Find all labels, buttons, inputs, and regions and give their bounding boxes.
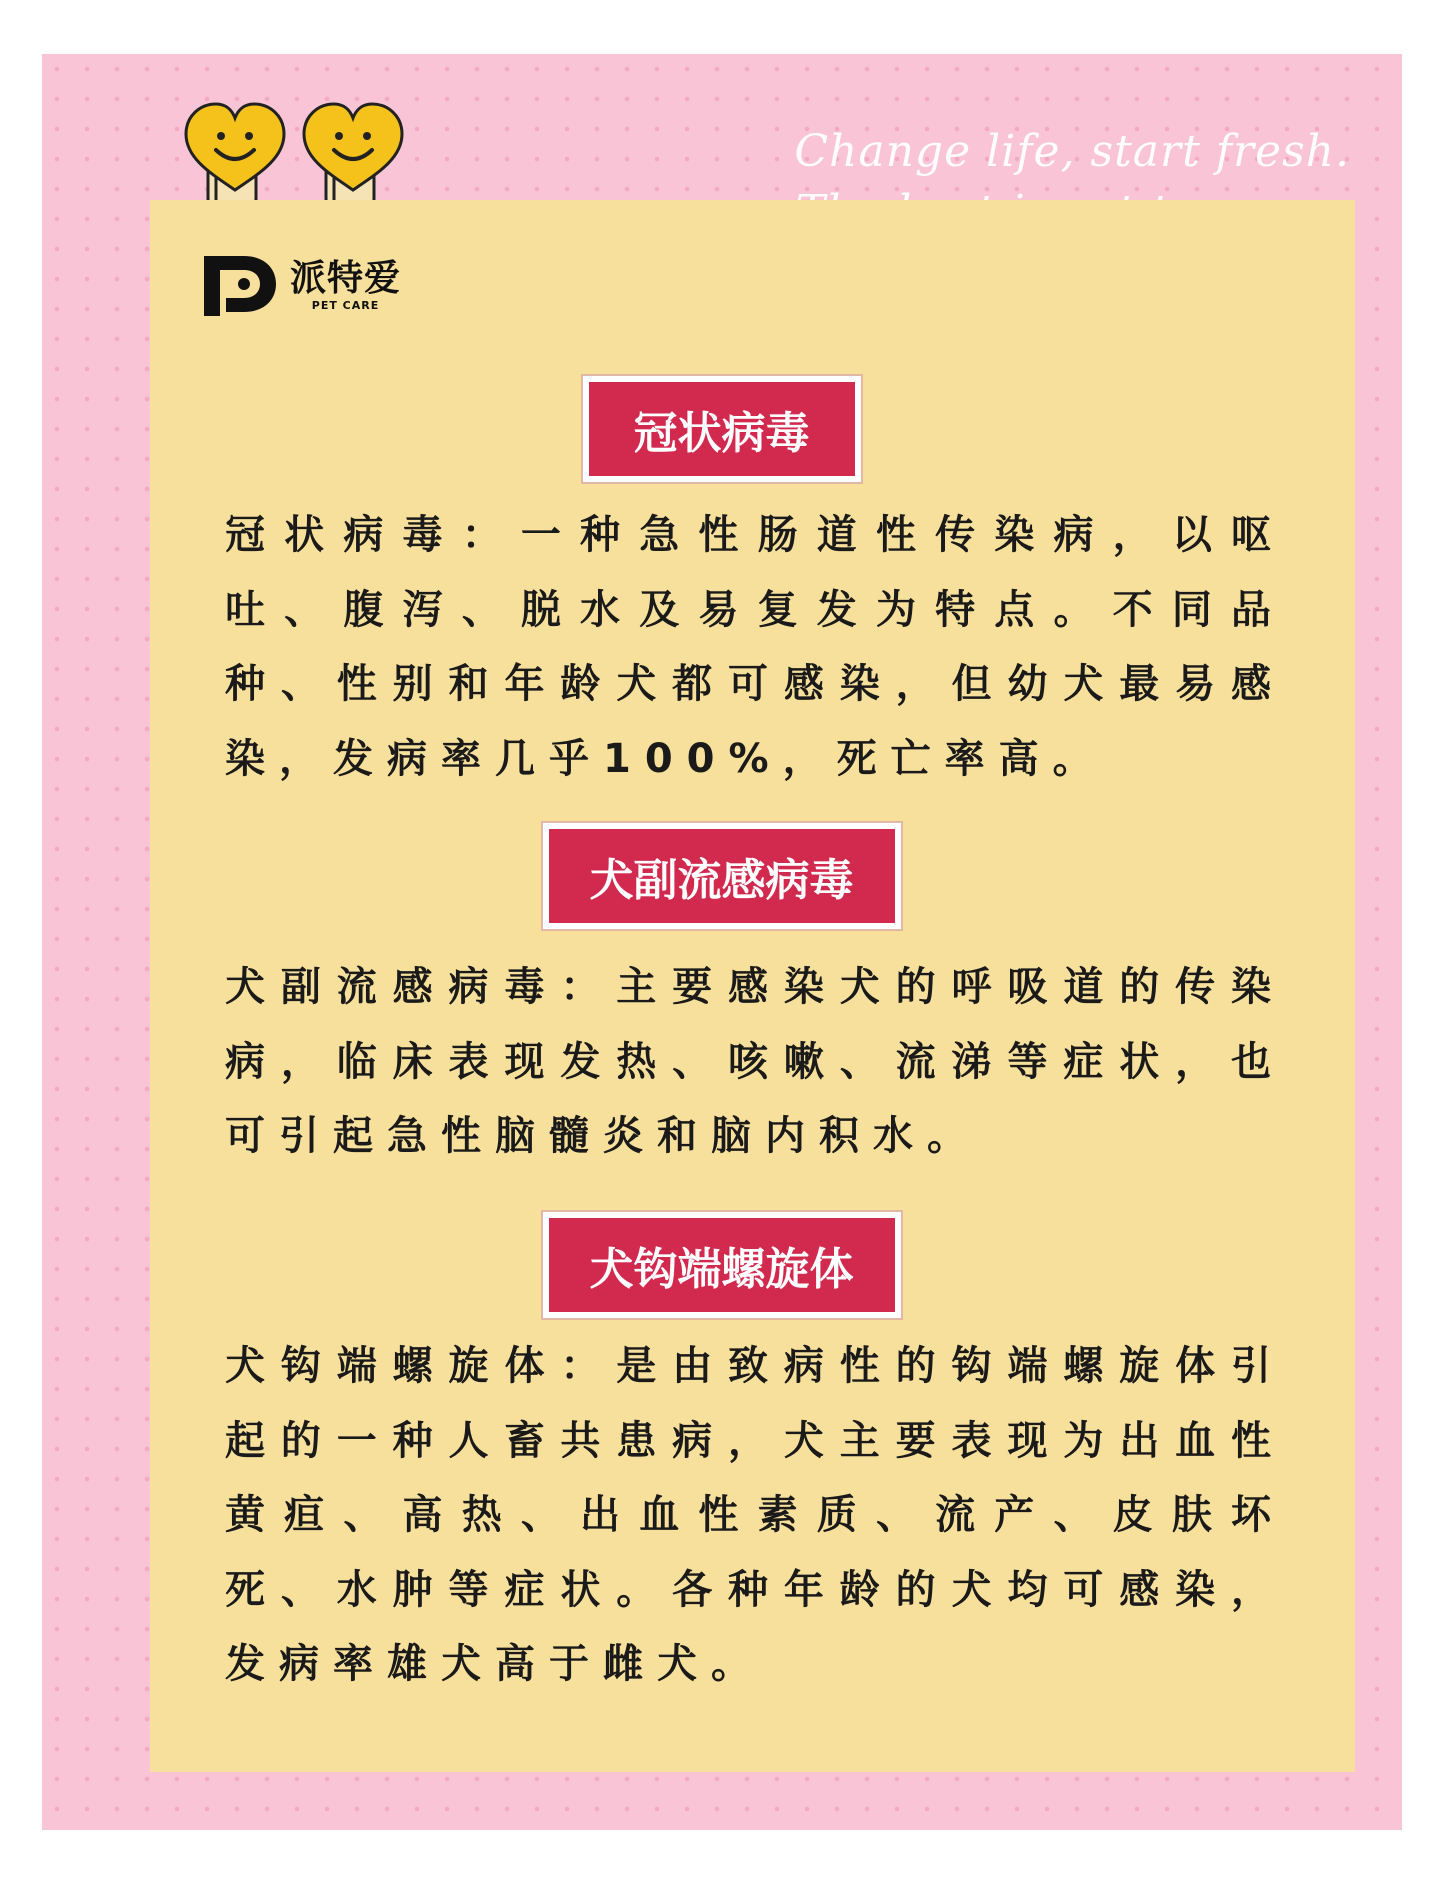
tagline-line-1: Change life, start fresh. — [794, 126, 1350, 177]
section-body: 冠状病毒：一种急性肠道性传染病，以呕吐、腹泻、脱水及易复发为特点。不同品种、性别和年龄犬都可感染，但幼犬最易感染，发病率几乎100%，死亡率高。 — [225, 512, 1285, 782]
section-title-badge: 冠状病毒 — [583, 376, 861, 482]
heart-smiley-icon — [298, 98, 408, 203]
section-title-badge: 犬钩端螺旋体 — [543, 1212, 901, 1318]
section-body: 犬钩端螺旋体：是由致病性的钩端螺旋体引起的一种人畜共患病，犬主要表现为出血性黄疸、高热、出血性素质、流产、皮肤坏死、水肿等症状。各种年龄的犬均可感染，发病率雄犬高于雌犬。 — [225, 1343, 1285, 1687]
brand-subtitle: PET CARE — [311, 298, 380, 312]
heart-smiley-icon — [180, 98, 290, 203]
section-title-badge: 犬副流感病毒 — [543, 823, 901, 929]
section-body: 犬副流感病毒：主要感染犬的呼吸道的传染病，临床表现发热、咳嗽、流涕等症状，也可引起急性脑髓炎和脑内积水。 — [225, 964, 1285, 1159]
pet-care-logo-icon — [200, 250, 280, 320]
brand-name: 派特爱 — [290, 257, 402, 299]
brand-logo — [200, 250, 401, 320]
